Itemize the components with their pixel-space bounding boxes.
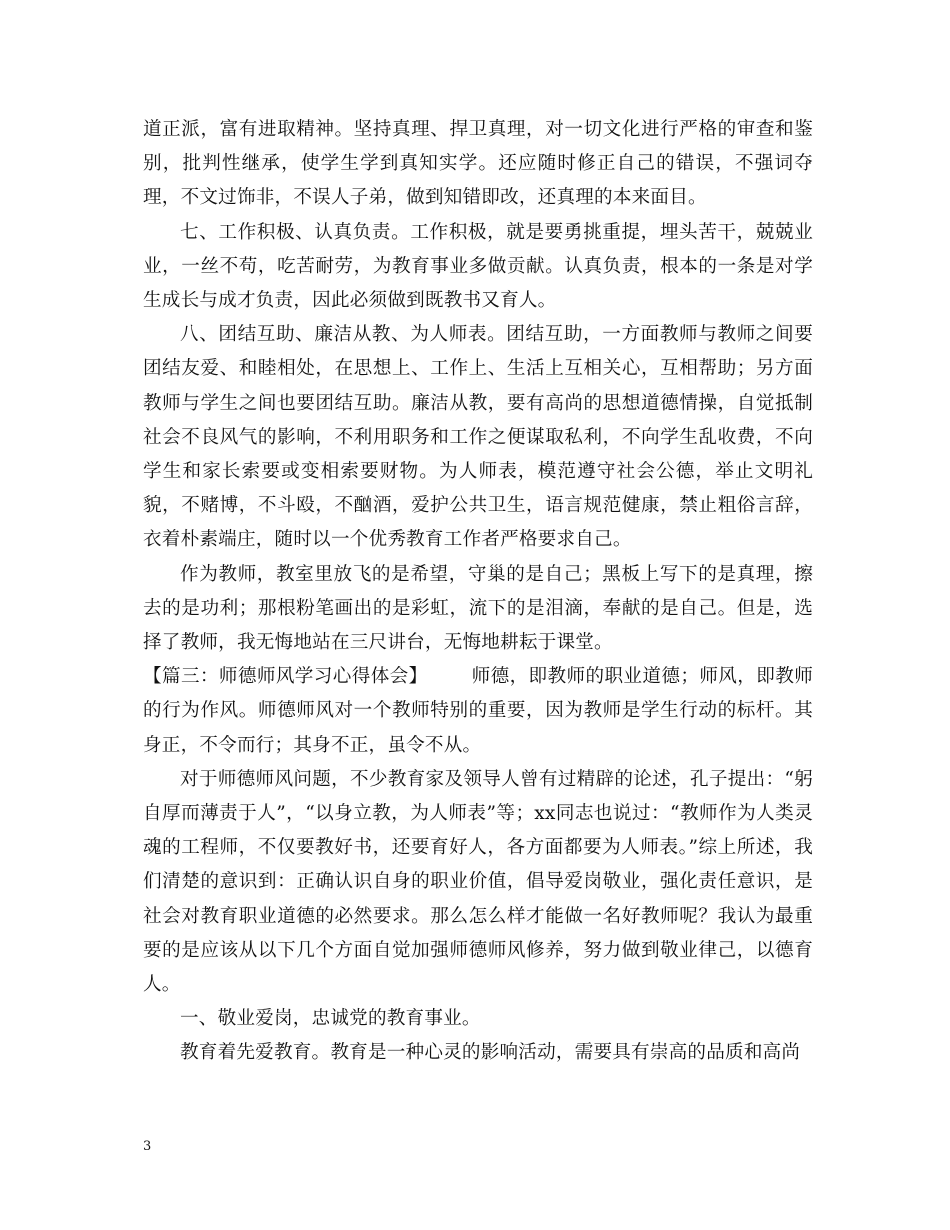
paragraph-love-education: 教育着先爱教育。教育是一种心灵的影响活动，需要具有崇高的品质和高尚 — [180, 1042, 801, 1064]
paragraph-continuation: 道正派，富有进取精神。坚持真理、捍卫真理，对一切文化进行严格的审查和鉴别，批判性继承，使学生学到真知实学。还应随时修正自己的错误，不强词夺理，不文过饰非，不误人子弟，做到知错即改，还真理的本来面目。 — [143, 119, 813, 209]
section-three-paragraph — [143, 660, 813, 763]
paragraph-item-seven: 七、工作积极、认真负责。工作积极，就是要勇挑重提，埋头苦干，兢兢业业，一丝不苟，吃苦耐劳，为教育事业多做贡献。认真负责，根本的一条是对学生成长与成才负责，因此必须做到既教书又育人。 — [143, 221, 813, 312]
paragraph-views: 对于师德师风问题，不少教育家及领导人曾有过精辟的论述，孔子提出：“躬自厚而薄责于人”，“以身立教，为人师表”等；xx同志也说过：“教师作为人类灵魂的工程师，不仅要教好书，还要育好人，各方面都要为人师表。”综上所述，我们清楚的意识到：正确认识自身的职业价值，倡导爱岗敬业，强化责任意识，是社会对教育职业道德的必然要求。那么怎么样才能做一名好教师呢？我认为最重要的是应该从以下几个方面自觉加强师德师风修养，努力做到敬业律己，以德育人。 — [143, 768, 813, 996]
paragraph-item-one: 一、敬业爱岗，忠诚党的教育事业。 — [180, 1008, 481, 1030]
document-body — [143, 113, 813, 1071]
section-heading: 【篇三：师德师风学习心得体会】 — [143, 666, 428, 688]
page-number: 3 — [143, 1139, 152, 1154]
paragraph-teacher-reflection: 作为教师，教室里放飞的是希望，守巢的是自己；黑板上写下的是真理，擦去的是功利；那根粉笔画出的是彩虹，流下的是泪滴，奉献的是自己。但是，选择了教师，我无悔地站在三尺讲台，无悔地耕耘于课堂。 — [143, 563, 813, 654]
paragraph-item-eight: 八、团结互助、廉洁从教、为人师表。团结互助，一方面教师与教师之间要团结友爱、和睦相处，在思想上、工作上、生活上互相关心，互相帮助；另方面教师与学生之间也要团结互助。廉洁从教，要有高尚的思想道德情操，自觉抵制社会不良风气的影响，不利用职务和工作之便谋取私利，不向学生乱收费，不向学生和家长索要或变相索要财物。为人师表，模范遵守社会公德，举止文明礼貌，不赌博，不斗殴，不酗酒，爱护公共卫生，语言规范健康，禁止粗俗言辞，衣着朴素端庄，随时以一个优秀教育工作者严格要求自己。 — [143, 324, 813, 551]
section-intro-text: 师德，即教师的职业道德；师风，即教师的行为作风。师德师风对一个教师特别的重要，因为教师是学生行动的标杆。其身正，不令而行；其身不正，虽令不从。 — [143, 666, 813, 756]
